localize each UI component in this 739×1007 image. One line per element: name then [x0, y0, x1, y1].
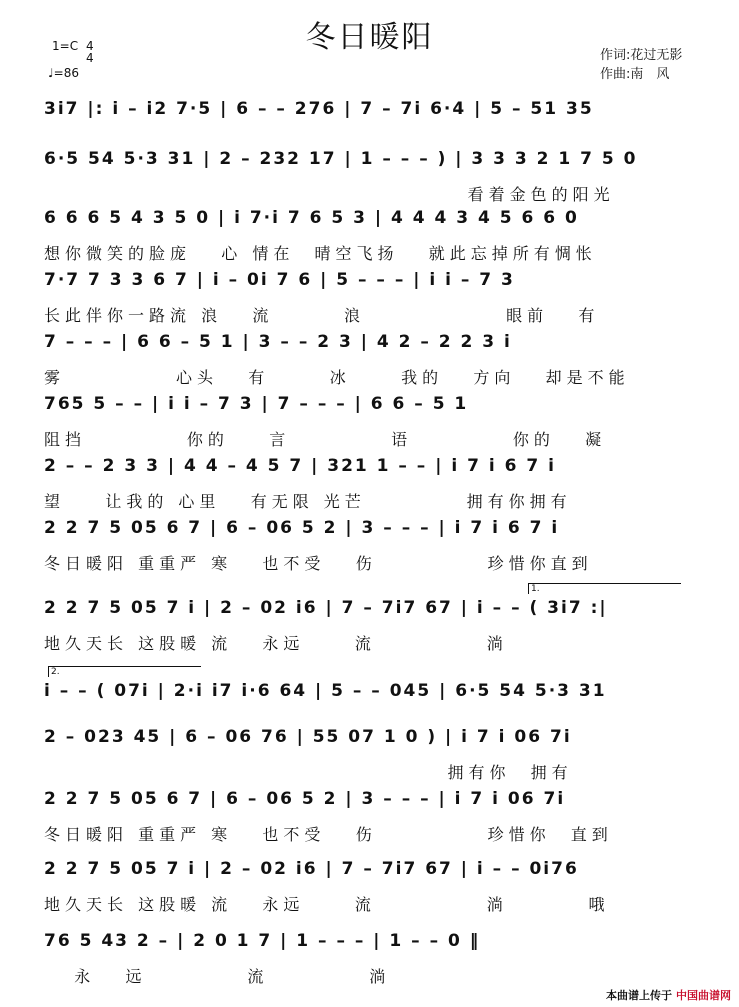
score-system — [44, 724, 700, 786]
notation-line: 2 – – 2 3 3 | 4 4 – 4 5 7 | 321 1 – – | i 7 i 6 7 i — [44, 456, 556, 476]
lyrics-line: 长此伴你一路流 浪 流 浪 眼前 有 — [44, 306, 600, 325]
score-system — [44, 928, 700, 990]
lyrics-line: 永 远 流 淌 — [44, 967, 391, 986]
notation-line: 765 5 – – | i i – 7 3 | 7 – – – | 6 6 – 5 1 — [44, 394, 469, 414]
lyrics-line: 地久天长 这股暖 流 永远 流 淌 哦 — [44, 895, 610, 914]
lyrics-line: 冬日暖阳 重重严 寒 也不受 伤 珍惜你 直到 — [44, 825, 613, 844]
lyrics-line: 看着金色的阳光 — [44, 185, 615, 204]
upload-credit-text: 本曲谱上传于 — [606, 989, 672, 1002]
score-system — [44, 453, 700, 515]
credits — [600, 46, 682, 84]
lyrics-line: 地久天长 这股暖 流 永远 流 淌 — [44, 634, 508, 653]
score-system — [44, 267, 700, 329]
score-system — [44, 786, 700, 848]
score-system — [44, 205, 700, 267]
time-signature-bottom: 4 — [86, 51, 94, 65]
site-logo-text[interactable]: 中国曲谱网 — [676, 989, 731, 1002]
lyricist: 作词:花过无影 — [600, 48, 683, 63]
score-system — [44, 856, 700, 918]
notation-line: 6 6 6 5 4 3 5 0 | i 7·i 7 6 5 3 | 4 4 4 3 4 5 6 6 0 — [44, 208, 579, 228]
upload-credit — [606, 987, 731, 1003]
notation-line: i – – ( 07i | 2·i i7 i·6 64 | 5 – – 045 | 6·5 54 5·3 31 — [44, 681, 607, 701]
lyrics-line: 想你微笑的脸庞 心 情在 晴空飞扬 就此忘掉所有惆怅 — [44, 244, 597, 263]
score-system — [44, 391, 700, 453]
notation-line: 2 2 7 5 05 7 i | 2 – 02 i6 | 7 – 7i7 67 | i – – 0i76 — [44, 859, 579, 879]
notation-line: 2 – 023 45 | 6 – 06 76 | 55 07 1 0 ) | i 7 i 06 7i — [44, 727, 572, 747]
score-system — [44, 584, 700, 657]
lyrics-line: 阻挡 你的 言 语 你的 凝 — [44, 430, 607, 449]
lyrics-line: 望 让我的 心里 有无限 光芒 拥有你拥有 — [44, 492, 572, 511]
song-title: 冬日暖阳 — [305, 20, 434, 55]
lyrics-line: 雾 心头 有 冰 我的 方向 却是不能 — [44, 368, 630, 387]
volta-first-ending: 1. — [528, 583, 681, 594]
notation-line: 2 2 7 5 05 7 i | 2 – 02 i6 | 7 – 7i7 67 | i – – ( 3i7 :| — [44, 598, 608, 618]
composer: 作曲:南 风 — [600, 67, 670, 82]
tempo-marking: ♩=86 — [48, 66, 79, 80]
time-signature — [86, 40, 94, 64]
notation-line: 6·5 54 5·3 31 | 2 – 232 17 | 1 – – – ) | 3 3 3 2 1 7 5 0 — [44, 149, 638, 169]
notation-line: 7 – – – | 6 6 – 5 1 | 3 – – 2 3 | 4 2 – 2 2 3 i — [44, 332, 512, 352]
notation-line: 76 5 43 2 – | 2 0 1 7 | 1 – – – | 1 – – 0 ‖ — [44, 931, 481, 951]
notation-line: 2 2 7 5 05 6 7 | 6 – 06 5 2 | 3 – – – | i 7 i 06 7i — [44, 789, 566, 809]
notation-line: 7·7 7 3 3 6 7 | i – 0i 7 6 | 5 – – – | i i – 7 3 — [44, 270, 515, 290]
lyrics-line: 拥有你 拥有 — [44, 763, 573, 782]
key-signature: 1=C — [52, 39, 79, 53]
time-signature-top: 4 — [86, 39, 94, 53]
volta-second-ending: 2. — [48, 666, 201, 677]
score-system — [44, 329, 700, 391]
lyrics-line: 冬日暖阳 重重严 寒 也不受 伤 珍惜你直到 — [44, 554, 593, 573]
score-system — [44, 146, 700, 208]
notation-line: 2 2 7 5 05 6 7 | 6 – 06 5 2 | 3 – – – | i 7 i 6 7 i — [44, 518, 560, 538]
notation-line: 3i7 |: i – i2 7·5 | 6 – – 276 | 7 – 7i 6·4 | 5 – 51 35 — [44, 99, 594, 119]
score-system — [44, 515, 700, 577]
